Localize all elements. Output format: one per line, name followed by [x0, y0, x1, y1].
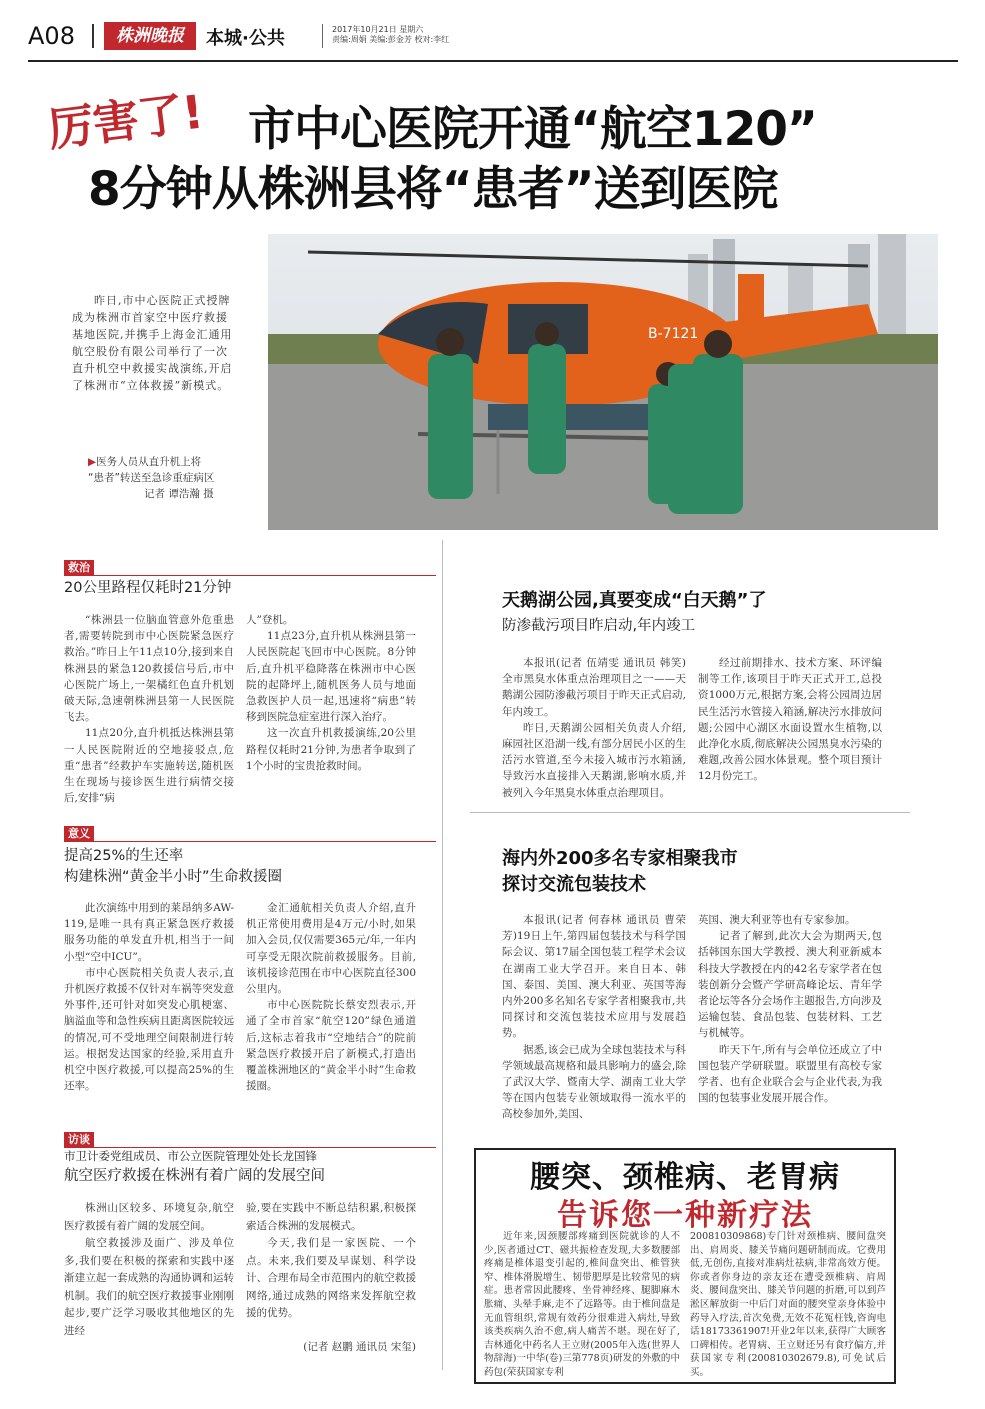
section-tag-rescue: 救治	[64, 560, 94, 575]
section-name: 本城·公共	[206, 28, 285, 49]
interview-col2	[246, 1200, 416, 1356]
interview-subtitle-line2: 航空医疗救援在株洲有着广阔的发展空间	[64, 1168, 325, 1184]
heli-registration: B-7121	[648, 326, 699, 342]
date-line: 2017年10月21日 星期六	[332, 25, 424, 34]
paragraph: 近年来,因颈腰部疼痛到医院就诊的人不少,医者通过CT、磁共振检查发现,大多数腰部疼痛是椎体退变引起的,椎间盘突出、椎管狭窄、椎体滑脱增生、韧带肥厚是比较常见的病症。患者常因此腰疼、坐骨神经疼、腿脚麻木胀痛、头晕手麻,走不了远路等。由于椎间盘是无血管组织,常规有效药分很难进入病灶,导致该类疾病久治不愈,病人痛苦不堪。现在好了,吉林通化中药名人王立财(2005年入选(世界人物辞海)一中华(卷)三第778页)研发的外敷的中药包(荣获国家专利	[484, 1231, 680, 1378]
meaning-subtitle-line1: 提高25%的生还率	[64, 848, 184, 864]
meaning-subtitle	[64, 846, 282, 888]
caption-line1: 医务人员从直升机上将	[96, 456, 202, 468]
expert-title-line1: 海内外200多名专家相聚我市	[502, 848, 738, 869]
interview-col1	[64, 1200, 234, 1340]
staff-line: 责编:周娟 美编:彭金芳 校对:李红	[332, 35, 450, 44]
interview-byline: (记者 赵鹏 通讯员 宋玺)	[303, 1340, 416, 1353]
paragraph: 记者了解到,此次大会为期两天,包括韩国东国大学教授、澳大利亚新威本科技大学教授在内的42名专家学者在包装创新分会暨产学研高峰论坛、青年学者论坛等各分会场作主题报告,方向涉及运输包装、食品包装、包装材料、工艺与机械等。	[698, 930, 882, 1040]
section-tag-interview: 访谈	[64, 1132, 94, 1147]
paragraph: 经过前期排水、技术方案、环评编制等工作,该项目于昨天正式开工,总投资1000万元,根据方案,会将公园周边居民生活污水管接入箱涵,解决污水排放问题;公园中心湖区水面设置水生植物,以此净化水质,彻底解决公园黑臭水污染的难题,改善公园水体景观。整个项目预计12月份完工。	[698, 657, 882, 783]
paragraph: 11点23分,直升机从株洲县第一人民医院起飞回市中心医院。8分钟后,直升机平稳降落在株洲市中心医院的起降坪上,随机医务人员与地面急救医护人员一起,迅速将“病患”转移到医院急症室进行深入治疗。	[246, 630, 416, 724]
headline-line2: 8分钟从株洲县将“患者”送到医院	[88, 162, 778, 217]
photo-caption	[88, 454, 248, 502]
swan-subtitle: 防渗截污项目昨启动,年内竣工	[502, 618, 696, 634]
ad-title1: 腰突、颈椎病、老胃病	[530, 1160, 840, 1195]
interview-subtitle-line1: 市卫计委党组成员、市公立医院管理处处长龙国锋	[64, 1149, 317, 1163]
page-number: A08	[28, 22, 75, 50]
expert-title-line2: 探讨交流包装技术	[502, 874, 646, 895]
article-divider	[470, 812, 910, 813]
paragraph: 昨日,天鹅湖公园相关负责人介绍,麻园社区沿湖一线,有部分居民小区的生活污水管道,至今未接入城市污水箱涵,导致污水直接排入天鹅湖,影响水质,并被列入今年黑臭水体重点治理项目。	[502, 721, 686, 799]
header-rule	[28, 60, 958, 62]
paragraph: 航空救援涉及面广、涉及单位多,我们要在积极的探索和实践中逐渐建立起一套成熟的沟通协调和运转机制。我们的航空医疗救援事业刚刚起步,要广泛学习吸收其他地区的先进经	[64, 1237, 234, 1337]
paragraph: 金汇通航相关负责人介绍,直升机正常使用费用是4万元/小时,如果加入会员,仅仅需要365元/年,一年内可享受无限次院前救援服务。目前,该机接诊范围在市中心医院直径300公里内。	[246, 902, 416, 996]
ad-col2	[690, 1230, 886, 1380]
section-tag-meaning: 意义	[64, 826, 94, 841]
paragraph: 200810309868)专门针对颈椎病、腰间盘突出、肩周炎、膝关节痛问题研制而成。它费用低,无创伤,直接对准病灶祛病,非常高效方便。你或者你身边的亲友还在遭受颈椎病、肩周炎、腰间盘突出、膝关节问题的折磨,可以到芦淞区解放街一中后门对面的腰突堂亲身体验中药导入疗法,首次免费,无效不花冤枉钱,咨询电话18173361907!开业2年以来,获得广大顾客口碑相传。老胃病、王立财还另有食疗偏方,并获国家专利(200810302679.8),可免试后买。	[690, 1231, 886, 1378]
paragraph: 英国、澳大利亚等也有专家参加。	[698, 914, 856, 926]
headline-kicker: 厉害了!	[45, 84, 206, 158]
ad-col1	[484, 1230, 680, 1380]
lead-paragraph	[72, 292, 234, 394]
newspaper-logo: 株洲晚报	[104, 22, 196, 50]
header-divider	[92, 24, 94, 48]
swan-col2	[698, 655, 882, 785]
lead-text: 昨日,市中心医院正式授牌成为株洲市首家空中医疗救援基地医院,并携手上海金汇通用航空股份有限公司举行了一次直升机空中救援实战演练,开启了株洲市“立体救援”新模式。	[72, 294, 233, 392]
advertisement	[474, 1148, 896, 1384]
paragraph: 本报讯(记者 伍靖雯 通讯员 韩笑)全市黑臭水体重点治理项目之一——天鹅湖公园防渗截污项目于昨天正式启动,年内竣工。	[502, 657, 686, 718]
paragraph: 本报讯(记者 何春林 通讯员 曹荣芳)19日上午,第四届包装技术与科学国际会议、第17届全国包装工程学术会议在湖南工业大学召开。来自日本、韩国、泰国、美国、澳大利亚、英国等海内外200多名知名专家学者相聚我市,共同探讨和交流包装技术应用与发展趋势。	[502, 914, 686, 1040]
meaning-col1	[64, 900, 234, 1094]
helicopter-illustration	[268, 234, 938, 530]
caption-line2: “患者”转送至急诊重症病区	[88, 472, 215, 484]
paragraph: “株洲县一位脑血管意外危重患者,需要转院到市中心医院紧急医疗救治。”昨日上午11点10分,接到来自株洲县的紧急120救援信号后,市中心医院广场上,一架橘红色直升机划破天际,急速朝株洲县第一人民医院飞去。	[64, 614, 234, 724]
paragraph: 市中心医院相关负责人表示,直升机医疗救援不仅针对车祸等突发意外事件,还可针对如突发心肌梗塞、脑溢血等和急性疾病且距离医院较远的情况,可不受地理空间限制进行转运。根据发达国家的经验,采用直升机空中医疗救援,可以提高25%的生还率。	[64, 966, 234, 1093]
header-divider-2	[322, 24, 323, 48]
rescue-col2	[246, 612, 416, 774]
paragraph: 据悉,该会已成为全球包装技术与科学领域最高规格和最具影响力的盛会,除了武汉大学、暨南大学、湖南工业大学等在国内包装专业领域取得一流水平的高校参加外,美国、	[502, 1043, 686, 1121]
rescue-col1	[64, 612, 234, 806]
section-rule-rescue	[64, 575, 436, 576]
paragraph: 昨天下午,所有与会单位还成立了中国包装产学研联盟。联盟里有高校专家学者、也有企业联合会与企业代表,为我国的包装事业发展开展合作。	[698, 1043, 882, 1105]
paragraph: 验,要在实践中不断总结积累,积极探索适合株洲的发展模式。	[246, 1202, 416, 1232]
header-meta	[332, 25, 449, 45]
paragraph: 这一次直升机救援演练,20公里路程仅耗时21分钟,为患者争取到了1个小时的宝贵抢救时间。	[246, 727, 416, 772]
swan-title: 天鹅湖公园,真要变成“白天鹅”了	[502, 590, 767, 611]
paragraph: 此次演练中用到的莱昂纳多AW-119,是唯一具有真正紧急医疗救援服务功能的单发直升机,相当于一间小型“空中ICU”。	[64, 902, 234, 963]
paragraph: 人”登机。	[246, 614, 294, 626]
column-divider	[442, 540, 443, 1370]
paragraph: 市中心医院院长蔡安烈表示,开通了全市首家“航空120”绿色通道后,这标志着我市“空地结合”的院前紧急医疗救援开启了新模式,打造出覆盖株洲地区的“黄金半小时”生命救援圈。	[246, 999, 416, 1093]
expert-title	[502, 846, 738, 898]
rescue-subtitle: 20公里路程仅耗时21分钟	[64, 580, 232, 596]
photo-credit: 记者 谭浩瀚 摄	[144, 488, 214, 500]
meaning-subtitle-line2: 构建株洲“黄金半小时”生命救援圈	[64, 869, 283, 885]
meaning-col2	[246, 900, 416, 1094]
expert-col2	[698, 912, 882, 1106]
triangle-icon: ▶	[88, 456, 97, 468]
paragraph: 11点20分,直升机抵达株洲县第一人民医院附近的空地接驳点,危重“患者”经救护车实施转送,随机医生在现场与接诊医生进行病情交接后,安排“病	[64, 727, 234, 805]
helicopter-photo	[268, 234, 938, 530]
expert-col1	[502, 912, 686, 1123]
swan-col1	[502, 655, 686, 801]
paragraph: 今天,我们是一家医院、一个点。未来,我们要及早谋划、科学设计、合理布局全市范围内的航空救援网络,通过成熟的网络来发挥航空救援的优势。	[246, 1237, 416, 1319]
section-rule-meaning	[64, 841, 436, 842]
caption-line1-wrap	[88, 454, 248, 470]
ad-title2: 告诉您一种新疗法	[557, 1198, 813, 1233]
headline-line1: 市中心医院开通“航空120”	[248, 102, 817, 157]
paragraph: 株洲山区较多、环境复杂,航空医疗救援有着广阔的发展空间。	[64, 1202, 234, 1232]
